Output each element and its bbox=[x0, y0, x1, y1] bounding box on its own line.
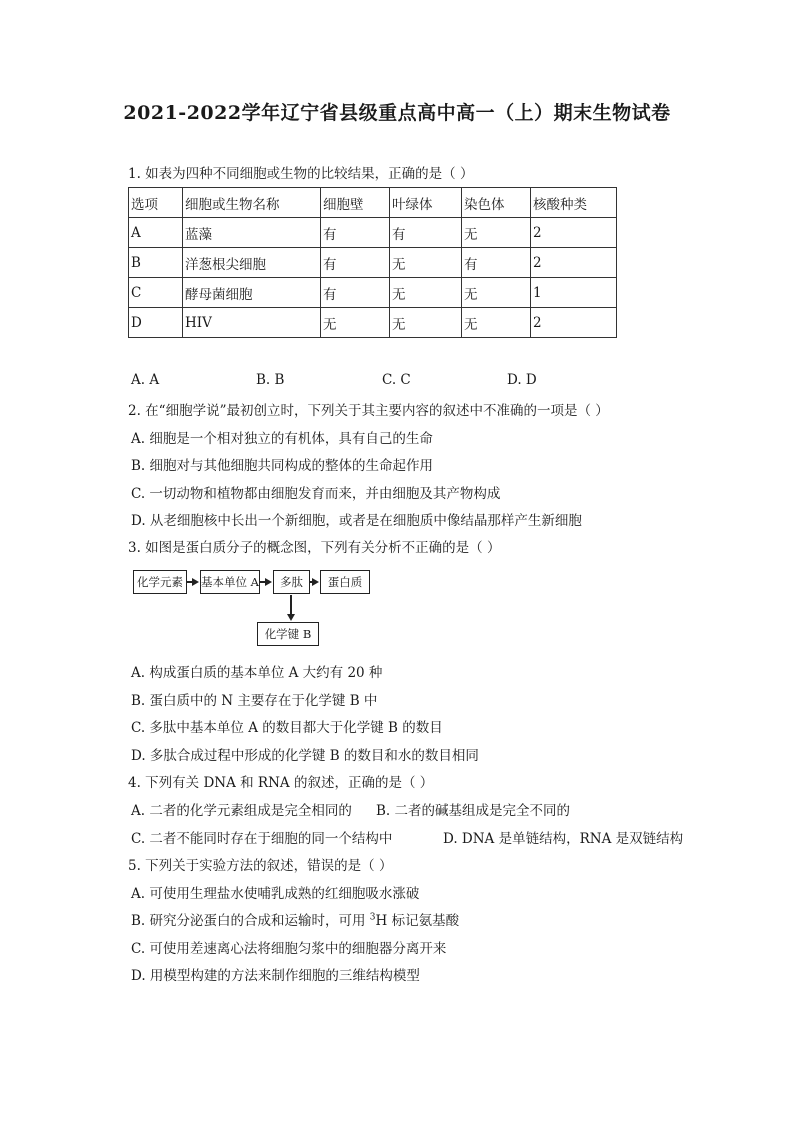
table-cell: 无 bbox=[390, 308, 462, 338]
table-cell: 2 bbox=[531, 308, 617, 338]
table-cell: 有 bbox=[390, 218, 462, 248]
table-cell: 2 bbox=[531, 248, 617, 278]
q4-option-c: C. 二者不能同时存在于细胞的同一个结构中 bbox=[131, 831, 393, 847]
comparison-table bbox=[128, 187, 617, 338]
arrow-connector bbox=[290, 595, 292, 615]
table-cell: 2 bbox=[531, 218, 617, 248]
q4-option-b: B. 二者的碱基组成是完全不同的 bbox=[376, 803, 571, 819]
table-cell: 有 bbox=[462, 248, 531, 278]
table-cell: 无 bbox=[462, 278, 531, 308]
table-header-cell: 叶绿体 bbox=[390, 188, 462, 218]
table-cell: HIV bbox=[183, 308, 321, 338]
q3-option-b: B. 蛋白质中的 N 主要存在于化学键 B 中 bbox=[131, 693, 378, 709]
q4-option-d: D. DNA 是单链结构，RNA 是双链结构 bbox=[443, 831, 684, 847]
table-cell: 1 bbox=[531, 278, 617, 308]
table-cell: 无 bbox=[462, 218, 531, 248]
table-row bbox=[129, 308, 617, 338]
diagram-node-bond-b: 化学键 B bbox=[257, 622, 319, 646]
arrow-head bbox=[312, 578, 319, 586]
isotope-superscript: 3 bbox=[369, 912, 376, 923]
q3-option-c: C. 多肽中基本单位 A 的数目都大于化学键 B 的数目 bbox=[131, 720, 443, 736]
q2-stem: 2. 在“细胞学说”最初创立时，下列关于其主要内容的叙述中不准确的一项是（ ） bbox=[128, 403, 609, 419]
table-cell: C bbox=[129, 278, 183, 308]
table-cell: 有 bbox=[321, 248, 390, 278]
q5-option-b-text: B. 研究分泌蛋白的合成和运输时，可用 bbox=[131, 913, 370, 929]
q4-stem: 4. 下列有关 DNA 和 RNA 的叙述，正确的是（ ） bbox=[128, 775, 434, 791]
table-row bbox=[129, 278, 617, 308]
q1-option-c: C. C bbox=[382, 372, 411, 388]
arrow-head bbox=[287, 614, 295, 621]
table-cell: A bbox=[129, 218, 183, 248]
q2-option-a: A. 细胞是一个相对独立的有机体，具有自己的生命 bbox=[131, 431, 433, 447]
q1-option-b: B. B bbox=[256, 372, 285, 388]
table-header-cell: 核酸种类 bbox=[531, 188, 617, 218]
table-cell: 无 bbox=[390, 278, 462, 308]
diagram-node-protein: 蛋白质 bbox=[320, 570, 370, 594]
q5-stem: 5. 下列关于实验方法的叙述，错误的是（ ） bbox=[128, 858, 393, 874]
q5-option-b bbox=[131, 909, 459, 929]
q1-option-d: D. D bbox=[507, 372, 537, 388]
q5-option-d: D. 用模型构建的方法来制作细胞的三维结构模型 bbox=[131, 968, 420, 984]
table-cell: B bbox=[129, 248, 183, 278]
table-cell: 酵母菌细胞 bbox=[183, 278, 321, 308]
table-row bbox=[129, 248, 617, 278]
table-cell: 洋葱根尖细胞 bbox=[183, 248, 321, 278]
table-header-cell: 细胞或生物名称 bbox=[183, 188, 321, 218]
q3-option-a: A. 构成蛋白质的基本单位 A 大约有 20 种 bbox=[131, 665, 383, 681]
q5-option-b-text-end: H 标记氨基酸 bbox=[375, 913, 460, 929]
q3-option-d: D. 多肽合成过程中形成的化学键 B 的数目和水的数目相同 bbox=[131, 748, 479, 764]
q2-option-d: D. 从老细胞核中长出一个新细胞，或者是在细胞质中像结晶那样产生新细胞 bbox=[131, 513, 582, 529]
diagram-node-unit-a: 基本单位 A bbox=[200, 570, 260, 594]
q2-option-b: B. 细胞对与其他细胞共同构成的整体的生命起作用 bbox=[131, 458, 434, 474]
table-cell: 无 bbox=[390, 248, 462, 278]
arrow-head bbox=[265, 578, 272, 586]
table-cell: 蓝藻 bbox=[183, 218, 321, 248]
q5-option-a: A. 可使用生理盐水使哺乳成熟的红细胞吸水涨破 bbox=[131, 886, 420, 902]
q2-option-c: C. 一切动物和植物都由细胞发育而来，并由细胞及其产物构成 bbox=[131, 486, 501, 502]
diagram-node-polypeptide: 多肽 bbox=[273, 570, 310, 594]
table-header-cell: 选项 bbox=[129, 188, 183, 218]
q4-option-a: A. 二者的化学元素组成是完全相同的 bbox=[131, 803, 352, 819]
table-cell: D bbox=[129, 308, 183, 338]
arrow-head bbox=[192, 578, 199, 586]
diagram-node-elements: 化学元素 bbox=[133, 570, 187, 594]
q1-option-a: A. A bbox=[131, 372, 160, 388]
table-header-row bbox=[129, 188, 617, 218]
table-cell: 无 bbox=[462, 308, 531, 338]
q5-option-c: C. 可使用差速离心法将细胞匀浆中的细胞器分离开来 bbox=[131, 941, 447, 957]
table-header-cell: 染色体 bbox=[462, 188, 531, 218]
q3-stem: 3. 如图是蛋白质分子的概念图，下列有关分析不正确的是（ ） bbox=[128, 540, 501, 556]
table-cell: 有 bbox=[321, 218, 390, 248]
table-row bbox=[129, 218, 617, 248]
q1-stem: 1. 如表为四种不同细胞或生物的比较结果，正确的是（ ） bbox=[128, 166, 474, 182]
exam-title: 2021-2022学年辽宁省县级重点高中高一（上）期末生物试卷 bbox=[123, 102, 671, 124]
table-header-cell: 细胞壁 bbox=[321, 188, 390, 218]
table-cell: 无 bbox=[321, 308, 390, 338]
table-cell: 有 bbox=[321, 278, 390, 308]
